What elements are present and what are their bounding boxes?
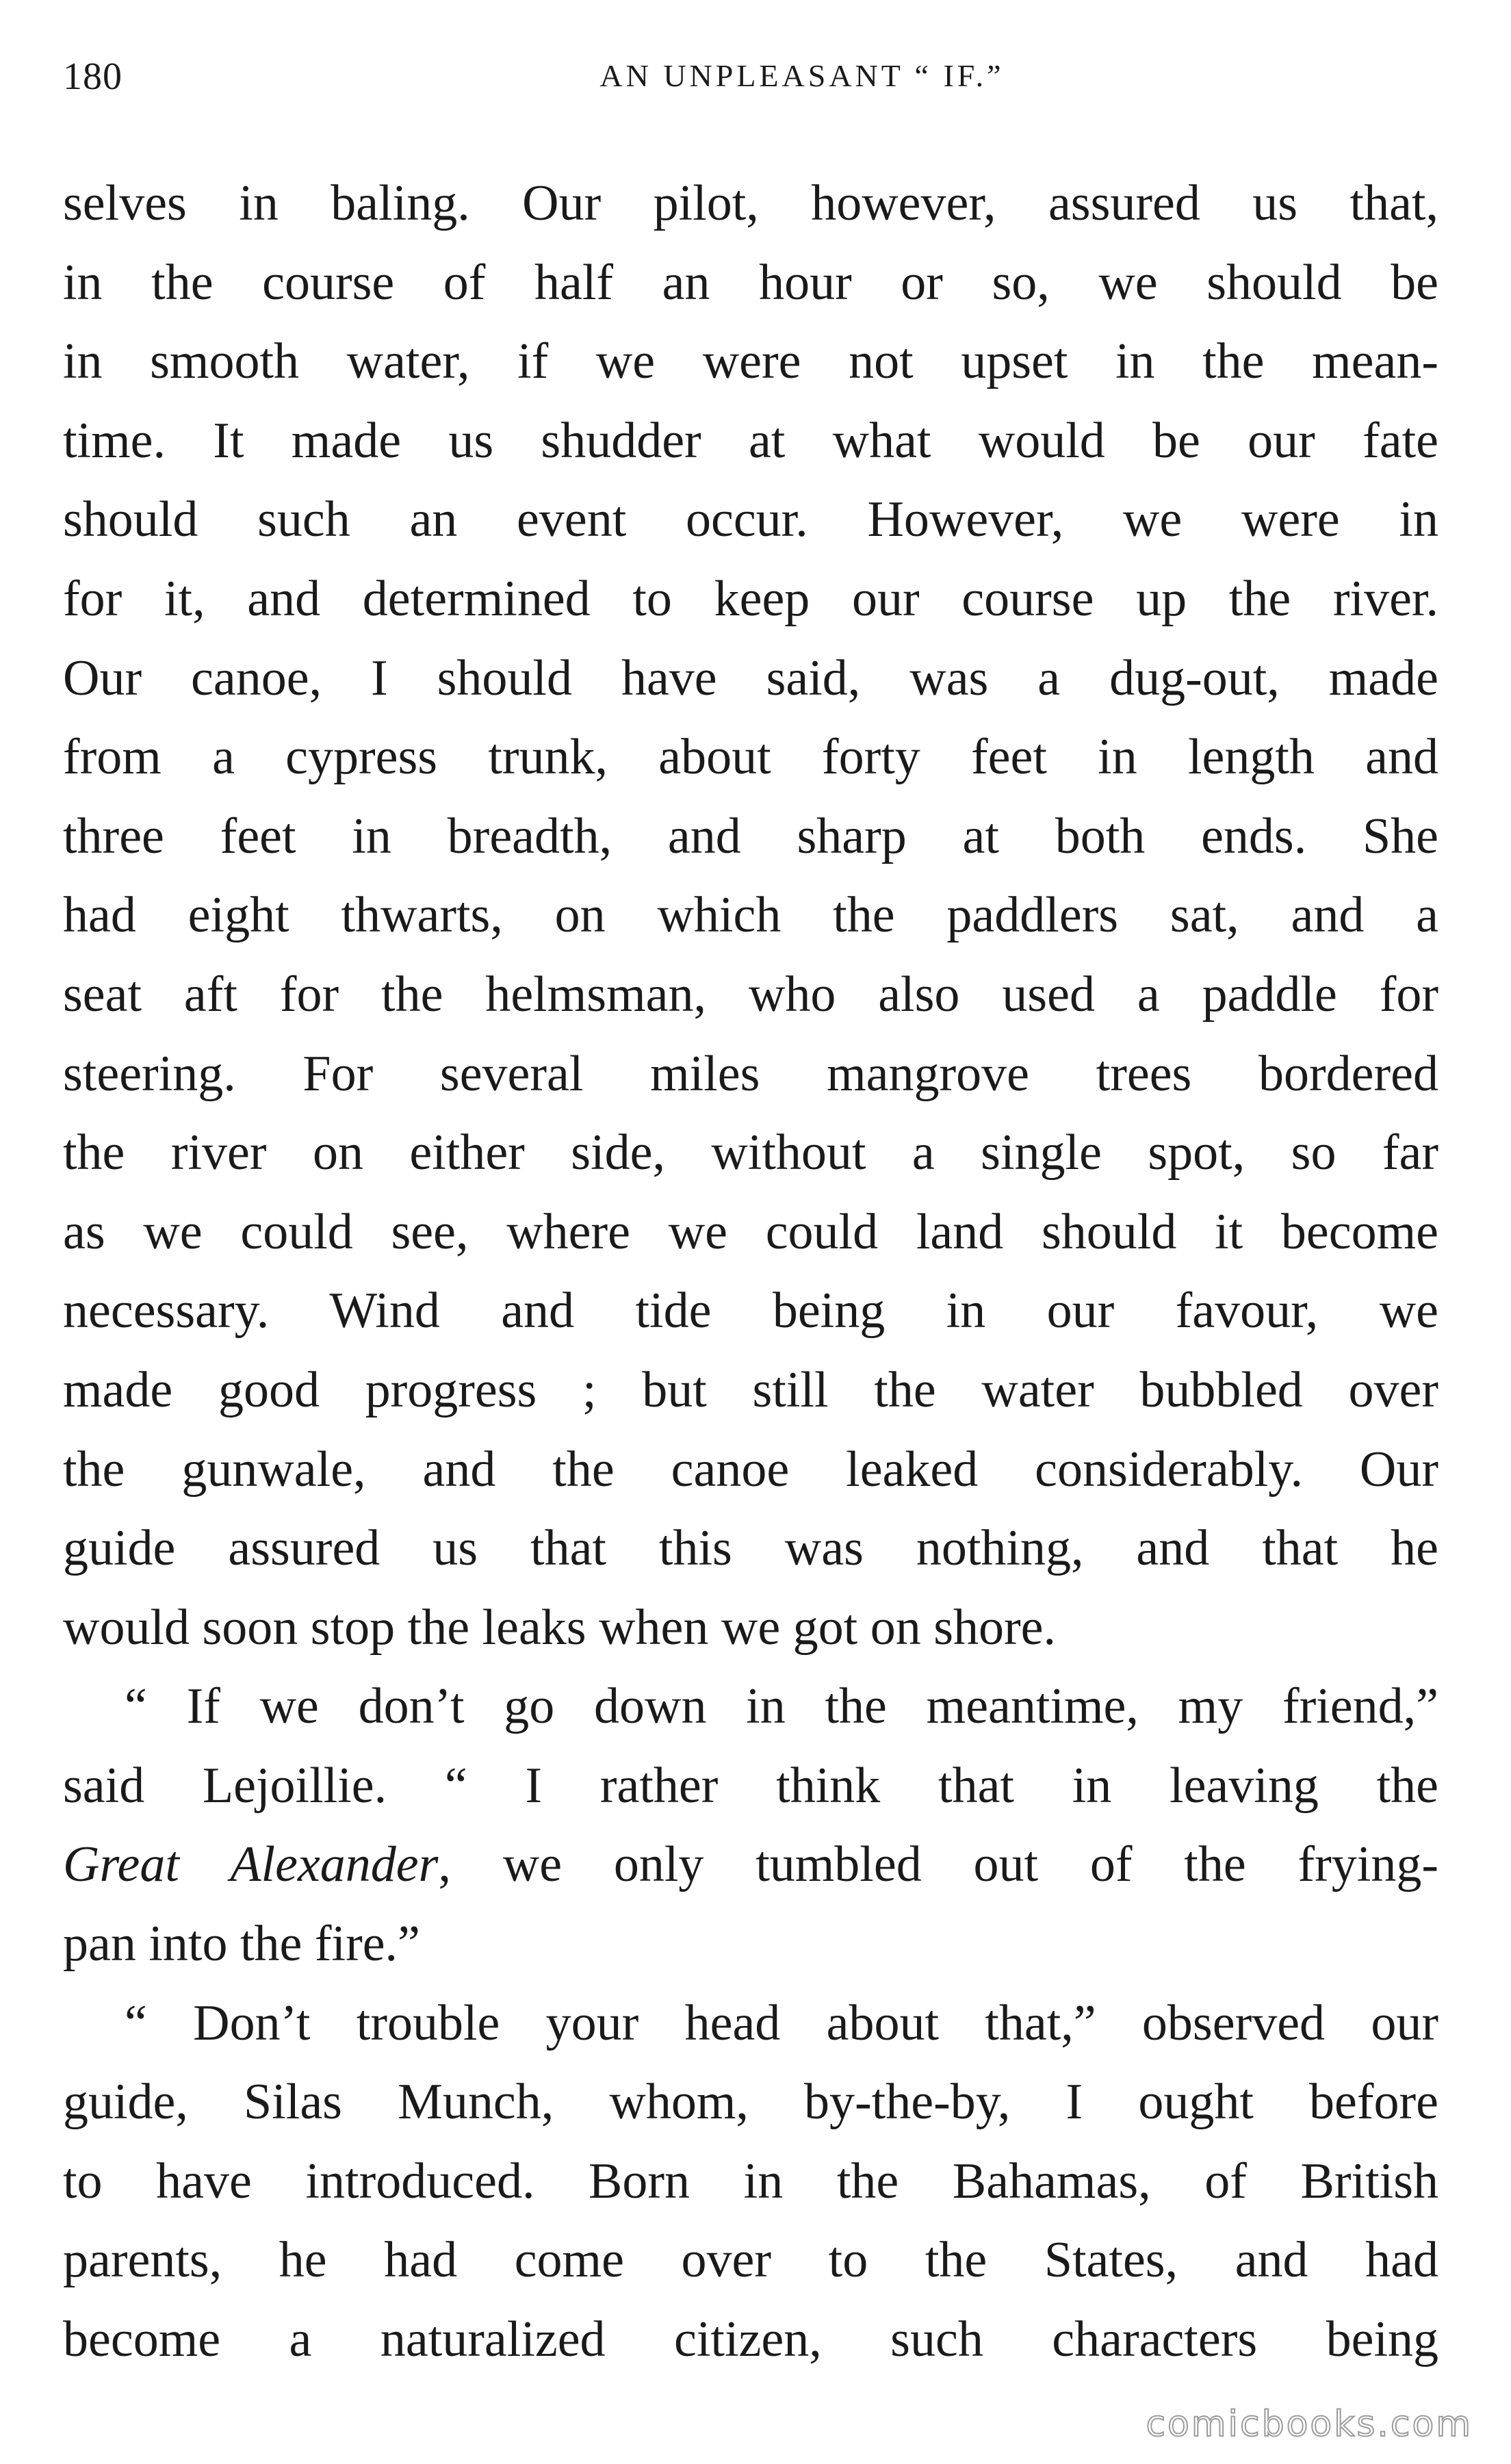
text-line: guide assured us that this was nothing, and that he (63, 1520, 1438, 1577)
text-line: “ If we don’t go down in the meantime, my friend,” (125, 1678, 1438, 1735)
text-line: “ Don’t trouble your head about that,” observed our (125, 1994, 1438, 2051)
text-line: should such an event occur. However, we were in (63, 491, 1438, 548)
running-head (63, 55, 1438, 116)
text-line: for it, and determined to keep our course up the river. (63, 570, 1438, 627)
text-line: to have introduced. Born in the Bahamas, of British (63, 2153, 1438, 2209)
text-line: said Lejoillie. “ I rather think that in leaving the (63, 1757, 1438, 1814)
body-text (63, 164, 1438, 2380)
page-number: 180 (63, 55, 122, 98)
text-line-tail: , we only tumbled out of the frying- (438, 1836, 1438, 1893)
text-line: the gunwale, and the canoe leaked considerably. Our (63, 1441, 1438, 1498)
watermark: comicbooks.com (1146, 2404, 1473, 2445)
text-line: selves in baling. Our pilot, however, assured us that, (63, 175, 1438, 231)
text-line: would soon stop the leaks when we got on shore. (63, 1599, 1057, 1656)
text-line: Our canoe, I should have said, was a dug-out, made (63, 650, 1438, 706)
running-title: AN UNPLEASANT “ IF.” (599, 58, 1005, 93)
ship-name-italic: Great Alexander (63, 1836, 439, 1893)
text-line: as we could see, where we could land should it become (63, 1203, 1438, 1260)
text-line: from a cypress trunk, about forty feet in length and (63, 729, 1438, 786)
text-line: the river on either side, without a single spot, so far (63, 1125, 1438, 1181)
text-line: in smooth water, if we were not upset in the mean- (63, 333, 1438, 390)
text-line: made good progress ; but still the water bubbled over (63, 1361, 1438, 1418)
text-line: time. It made us shudder at what would be our fate (63, 412, 1438, 469)
text-line: seat aft for the helmsman, who also used a paddle for (63, 966, 1438, 1023)
text-line-with-italic (63, 1825, 1438, 1905)
text-line: had eight thwarts, on which the paddlers sat, and a (63, 887, 1438, 944)
text-line: guide, Silas Munch, whom, by-the-by, I ought before (63, 2074, 1438, 2131)
text-line: become a naturalized citizen, such characters being (63, 2311, 1438, 2368)
text-line: three feet in breadth, and sharp at both ends. She (63, 808, 1438, 864)
text-line: steering. For several miles mangrove trees bordered (63, 1045, 1438, 1102)
text-line: in the course of half an hour or so, we should be (63, 254, 1438, 311)
text-line: necessary. Wind and tide being in our favour, we (63, 1283, 1438, 1339)
text-line: pan into the fire.” (63, 1916, 420, 1973)
text-line: parents, he had come over to the States, and had (63, 2232, 1438, 2289)
